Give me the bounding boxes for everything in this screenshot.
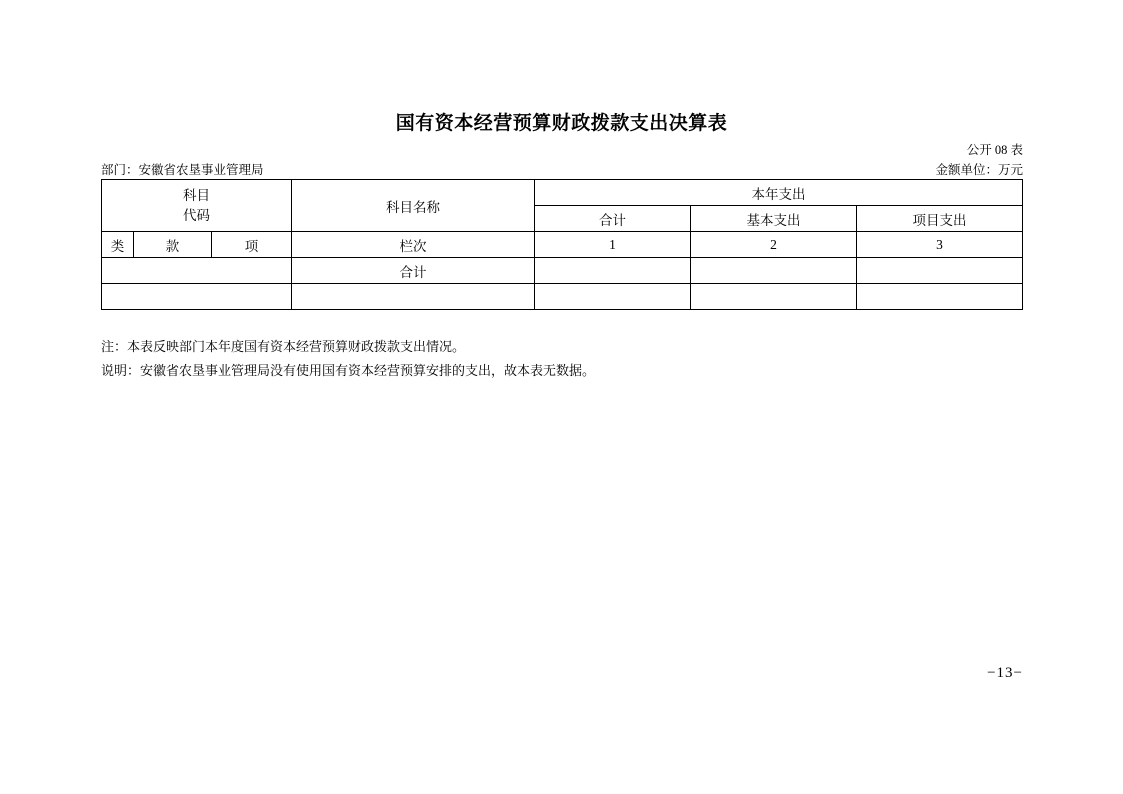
header-current-year: 本年支出 — [535, 180, 1023, 206]
code-subcolumn-xiang: 项 — [212, 232, 292, 258]
table-header-row-1 — [102, 180, 1023, 206]
budget-expenditure-table — [101, 179, 1023, 310]
department-label: 部门：安徽省农垦事业管理局 — [101, 163, 264, 177]
cell-total-basic — [691, 258, 857, 284]
cell-empty-sum — [535, 284, 691, 310]
cell-total-project — [857, 258, 1023, 284]
header-subject-code — [102, 180, 292, 232]
header-column-basic: 基本支出 — [691, 206, 857, 232]
table-notes — [101, 335, 595, 383]
cell-empty-project — [857, 284, 1023, 310]
row-code-total — [102, 258, 292, 284]
header-column-total: 合计 — [535, 206, 691, 232]
cell-total-sum — [535, 258, 691, 284]
header-subject-code-line2: 代码 — [183, 207, 210, 223]
code-subcolumn-lei: 类 — [102, 232, 134, 258]
page-title: 国有资本经营预算财政拨款支出决算表 — [395, 113, 728, 134]
cell-empty-basic — [691, 284, 857, 310]
note-line-2: 说明：安徽省农垦事业管理局没有使用国有资本经营预算安排的支出，故本表无数据。 — [101, 363, 596, 379]
header-column-project: 项目支出 — [857, 206, 1023, 232]
row-label-total: 合计 — [292, 258, 535, 284]
table-row-column-index — [102, 232, 1023, 258]
cell-index-3: 3 — [857, 232, 1023, 258]
header-subject-code-line1: 科目 — [183, 187, 210, 203]
header-subject-name: 科目名称 — [292, 180, 535, 232]
row-label-column-index: 栏次 — [292, 232, 535, 258]
page-number: −13− — [987, 665, 1023, 681]
cell-index-2: 2 — [691, 232, 857, 258]
code-subcolumn-kuan: 款 — [134, 232, 212, 258]
note-line-1: 注：本表反映部门本年度国有资本经营预算财政拨款支出情况。 — [101, 339, 466, 354]
row-code-empty — [102, 284, 292, 310]
row-label-empty — [292, 284, 535, 310]
table-row-total — [102, 258, 1023, 284]
amount-unit-label: 金额单位：万元 — [935, 163, 1023, 177]
cell-index-1: 1 — [535, 232, 691, 258]
form-code-label: 公开 08 表 — [966, 143, 1023, 157]
table-row-empty — [102, 284, 1023, 310]
